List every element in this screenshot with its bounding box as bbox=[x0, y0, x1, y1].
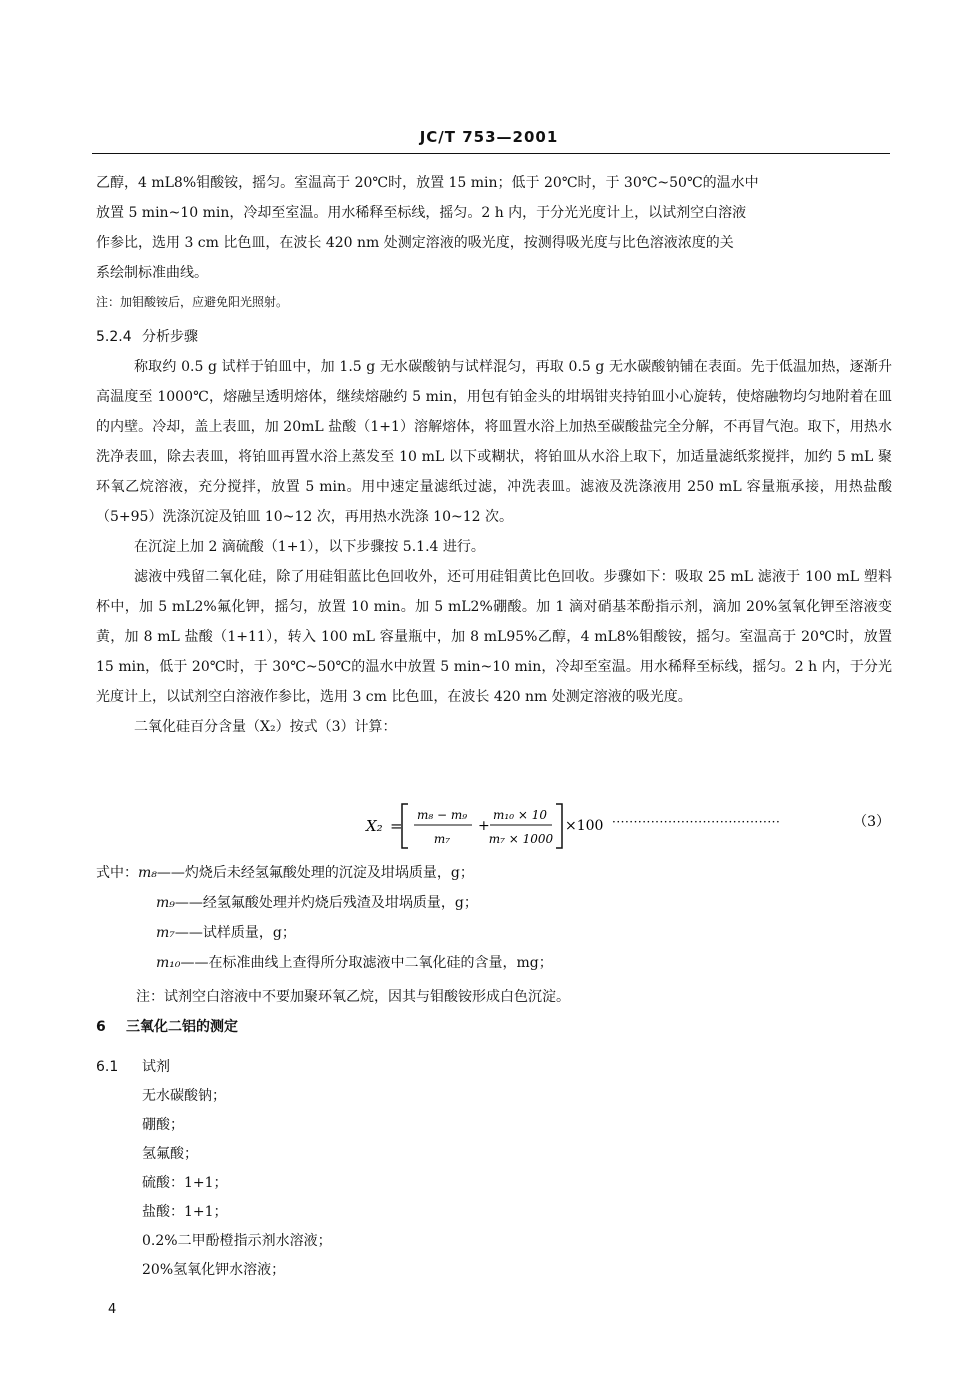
formula-num2: m₁₀ × 10 bbox=[493, 808, 547, 822]
section-6-1-title: 试剂 bbox=[142, 1059, 170, 1075]
section-6-title: 三氧化二铝的测定 bbox=[126, 1019, 238, 1035]
formula-equals: = bbox=[390, 817, 403, 835]
analysis-paragraph-4: 二氧化硅百分含量（X₂）按式（3）计算： bbox=[134, 719, 397, 735]
analysis-paragraph-3: 滤液中残留二氧化硅，除了用硅钼蓝比色回收外，还可用硅钼黄比色回收。步骤如下：吸取 25 mL 滤液于 100 mL 塑料杯中，加 5 mL2%氟化钾，摇匀，放置 10 min。加 5 mL2%硼酸。加 1 滴对硝基苯酚指示剂，滴加 20%氢氧化钾至溶液变黄，加 8 mL 盐酸（1+11），转入 100 mL 容量瓶中，加 8 mL95%乙醇，4 mL8%钼酸铵，摇匀。室温高于 20℃时，放置 15 min，低于 20℃时，于 30℃~50℃的温水中放置 5 min~10 min，冷却至室温。用水稀释至标线，摇匀。2 h 内，于分光光度计上，以试剂空白溶液作参比，选用 3 cm 比色皿，在波长 420 nm 处测定溶液的吸光度。 bbox=[96, 569, 892, 705]
analysis-paragraph-2: 在沉淀上加 2 滴硫酸（1+1），以下步骤按 5.1.4 进行。 bbox=[134, 539, 485, 555]
variable-2 bbox=[96, 888, 892, 918]
section-6-1-number: 6.1 bbox=[96, 1059, 119, 1075]
section-5-2-4-heading bbox=[96, 322, 892, 352]
formula-plus: + bbox=[478, 818, 490, 834]
section-6 bbox=[96, 1012, 892, 1042]
section-6-1 bbox=[96, 1052, 892, 1285]
variable-1-desc: ——灼烧后未经氢氟酸处理的沉淀及坩埚质量，g； bbox=[156, 865, 474, 881]
variable-3 bbox=[96, 918, 892, 948]
formula-times: ×100 bbox=[565, 818, 604, 834]
formula-dots: ······································· bbox=[612, 815, 781, 829]
page-number: 4 bbox=[108, 1302, 117, 1317]
variable-4-desc: ——在标准曲线上查得所分取滤液中二氧化硅的含量，mg； bbox=[180, 955, 553, 971]
formula-den2: m₇ × 1000 bbox=[488, 832, 554, 846]
top-line-4: 系绘制标准曲线。 bbox=[96, 265, 208, 281]
section-5-2-4-number: 5.2.4 bbox=[96, 329, 132, 345]
reagent-5: 盐酸：1+1； bbox=[142, 1204, 228, 1220]
variable-2-desc: ——经氢氟酸处理并灼烧后残渣及坩埚质量，g； bbox=[174, 895, 478, 911]
section-5-2-4-title: 分析步骤 bbox=[142, 329, 198, 345]
top-line-3: 作参比，选用 3 cm 比色皿，在波长 420 nm 处测定溶液的吸光度，按测得吸光度与比色溶液浓度的关 bbox=[96, 235, 734, 251]
analysis-paragraph-1: 称取约 0.5 g 试样于铂皿中，加 1.5 g 无水碳酸钠与试样混匀，再取 0.5 g 无水碳酸钠铺在表面。先于低温加热，逐渐升高温度至 1000℃，熔融呈透明熔体，继续熔融约 5 min，用包有铂金头的坩埚钳夹持铂皿小心旋转，使熔融物均匀地附着在皿的内壁。冷却，盖上表皿，加 20mL 盐酸（1+1）溶解熔体，将皿置水浴上加热至碳酸盐完全分解，不再冒气泡。取下，用热水洗净表皿，除去表皿，将铂皿再置水浴上蒸发至 10 mL 以下或糊状，将铂皿从水浴上取下，加适量滤纸浆搅拌，加约 5 mL 聚环氧乙烷溶液，充分搅拌，放置 5 min。用中速定量滤纸过滤，冲洗表皿。滤液及洗涤液用 250 mL 容量瓶承接，用热盐酸（5+95）洗涤沉淀及铂皿 10~12 次，再用热水洗涤 10~12 次。 bbox=[96, 359, 892, 525]
variable-2-symbol: m₉ bbox=[156, 895, 175, 911]
top-paragraph bbox=[96, 168, 892, 314]
header-rule bbox=[92, 153, 890, 154]
section-5-2-4 bbox=[96, 322, 892, 742]
right-bracket bbox=[556, 804, 562, 848]
page-header: JC/T 753—2001 bbox=[419, 128, 559, 146]
variable-4 bbox=[96, 948, 892, 978]
reagent-1: 无水碳酸钠； bbox=[142, 1088, 226, 1104]
section-6-number: 6 bbox=[96, 1019, 106, 1035]
reagent-7: 20%氢氧化钾水溶液； bbox=[142, 1262, 286, 1278]
variable-4-symbol: m₁₀ bbox=[156, 955, 181, 971]
variable-1-symbol: m₈ bbox=[138, 865, 157, 881]
reagent-6: 0.2%二甲酚橙指示剂水溶液； bbox=[142, 1233, 332, 1249]
formula-3 bbox=[96, 800, 892, 852]
note-molybdate: 注：加钼酸铵后，应避免阳光照射。 bbox=[96, 295, 289, 309]
top-line-1: 乙醇，4 mL8%钼酸铵，摇匀。室温高于 20℃时，放置 15 min；低于 20℃时，于 30℃~50℃的温水中 bbox=[96, 175, 759, 191]
note-blank-solution: 注：试剂空白溶液中不要加聚环氧乙烷，因其与钼酸铵形成白色沉淀。 bbox=[136, 989, 570, 1005]
formula-num1: m₈ − m₉ bbox=[416, 808, 468, 822]
formula-den1: m₇ bbox=[433, 832, 451, 846]
reagent-2: 硼酸； bbox=[142, 1117, 184, 1133]
reagent-4: 硫酸：1+1； bbox=[142, 1175, 228, 1191]
formula-svg bbox=[96, 800, 892, 852]
variable-definitions bbox=[96, 858, 892, 1012]
formula-lhs: X₂ bbox=[366, 817, 383, 835]
variable-3-desc: ——试样质量，g； bbox=[174, 925, 296, 941]
top-line-2: 放置 5 min~10 min，冷却至室温。用水稀释至标线，摇匀。2 h 内，于分光光度计上，以试剂空白溶液 bbox=[96, 205, 747, 221]
formula-number: （3） bbox=[853, 814, 890, 830]
variables-intro: 式中： bbox=[96, 865, 138, 881]
reagent-3: 氢氟酸； bbox=[142, 1146, 198, 1162]
variable-1 bbox=[96, 858, 892, 888]
left-bracket bbox=[402, 804, 408, 848]
section-6-heading bbox=[96, 1012, 892, 1042]
section-6-1-heading bbox=[96, 1052, 892, 1082]
variable-3-symbol: m₇ bbox=[156, 925, 175, 941]
